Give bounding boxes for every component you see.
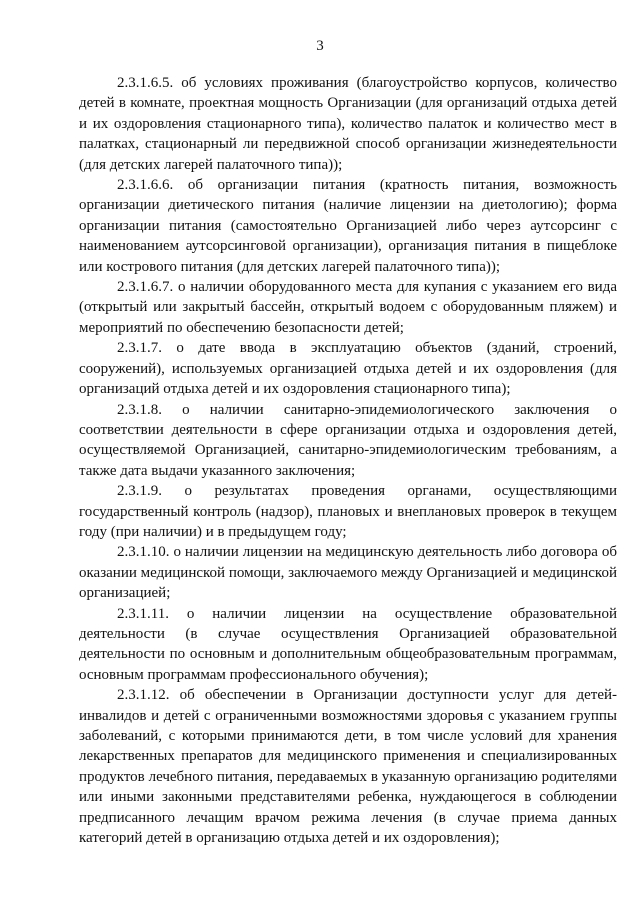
paragraph-2-3-1-9: 2.3.1.9. о результатах проведения органами, осуществляющими государственный контроль (надзор), плановых и внеплановых проверок в текущем году (при наличии) и в предыдущем году; xyxy=(79,483,617,540)
document-body xyxy=(79,73,617,848)
paragraph-2-3-1-6-6: 2.3.1.6.6. об организации питания (кратность питания, возможность организации диетического питания (наличие лицензии на диетологию); форма организации питания (самостоятельно Организацией либо через аутсорсинг с наименованием аутсорсинговой организации), организация питания в пищеблоке или кострового питания (для детских лагерей палаточного типа)); xyxy=(79,177,617,275)
paragraph-2-3-1-7: 2.3.1.7. о дате ввода в эксплуатацию объектов (зданий, строений, сооружений), используемых организацией отдыха детей и их оздоровления (для организаций отдыха детей и их оздоровления стационарного типа); xyxy=(79,340,617,398)
paragraph-2-3-1-6-7: 2.3.1.6.7. о наличии оборудованного места для купания с указанием его вида (открытый или закрытый бассейн, открытый водоем с оборудованным пляжем) и мероприятий по обеспечению безопасности детей; xyxy=(79,279,617,336)
paragraph-2-3-1-10: 2.3.1.10. о наличии лицензии на медицинскую деятельность либо договора об оказании медицинской помощи, заключаемого между Организацией и медицинской организацией; xyxy=(79,544,617,602)
paragraph-2-3-1-8: 2.3.1.8. о наличии санитарно-эпидемиологического заключения о соответствии деятельности в сфере организации отдыха и оздоровления детей, осуществляемой Организацией, санитарно-эпидемиологическим требованиям, а также дата выдачи указанного заключения; xyxy=(79,401,617,479)
paragraph-2-3-1-12: 2.3.1.12. об обеспечении в Организации доступности услуг для детей-инвалидов и детей с ограниченными возможностями здоровья с указанием группы заболеваний, с которыми принимаются дети, в том числе условий для хранения лекарственных препаратов для медицинского применения и специализированных продуктов лечебного питания, передаваемых в указанную организацию родителями или иными законными представителями ребенка, нуждающегося в соблюдении предписанного лечащим врачом режима лечения (в случае приема данных категорий детей в организацию отдыха детей и их оздоровления); xyxy=(79,687,617,847)
paragraph-2-3-1-11: 2.3.1.11. о наличии лицензии на осуществление образовательной деятельности (в случае осуществления Организацией образовательной деятельности по основным и дополнительным общеобразовательным программам, основным программам профессионального обучения); xyxy=(79,605,617,683)
page-number: 3 xyxy=(316,38,324,54)
paragraph-2-3-1-6-5: 2.3.1.6.5. об условиях проживания (благоустройство корпусов, количество детей в комнате, проектная мощность Организации (для организаций отдыха детей и их оздоровления стационарного типа), количество палаток и количество мест в палатках, стационарный ли передвижной способ организации жизнедеятельности (для детских лагерей палаточного типа)); xyxy=(79,75,617,173)
